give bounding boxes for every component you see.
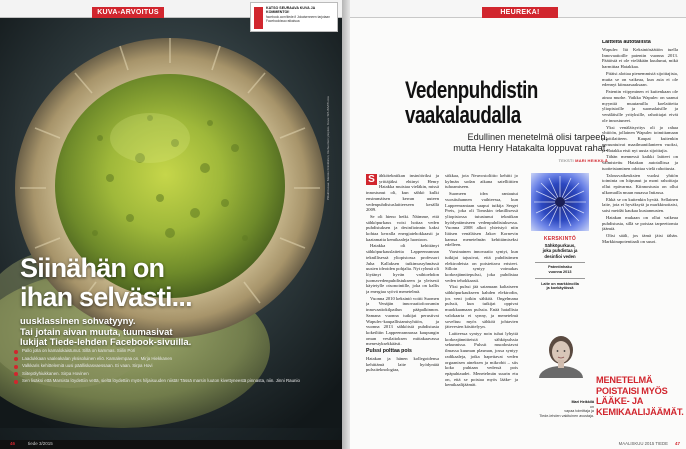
- tiede-logo-icon: [254, 7, 263, 29]
- page-number: 46: [10, 441, 16, 446]
- body-paragraph: Talousvaikeuksien vuoksi yhtiön toiminta on hiipunut ja moni rahoittaja ollut epävarma. Kiinnostusta on ollut ulkomailla muun muassa Intiassa.: [602, 172, 678, 195]
- left-footer: [0, 440, 342, 449]
- photo-credit: Pilkulli kuvaa: Marsko Fränkkinen, Itä-Suomen yliopisto. Kuva: SPL/MVPhotos: [326, 96, 330, 200]
- answer-text: Siitepölyhiukkanen. Sirpa Hovinen: [22, 370, 89, 376]
- pull-quote: MENETELMÄ POISTAISI MYÖS LÄÄKE- JA KEMIKAALIJÄÄMÄT.: [596, 375, 684, 417]
- caption-line: Siinähän on: [20, 253, 165, 283]
- bullet-icon: [14, 350, 18, 354]
- left-page: [0, 0, 342, 449]
- bullet-icon: [14, 357, 18, 361]
- answer-item: [14, 371, 334, 377]
- author-line: on: [589, 404, 594, 409]
- body-paragraph: Hatakan ja hänen kollegoidensa kehittämä laite hyödyntää pulssiteknologiaa,: [366, 355, 439, 373]
- divider: [535, 278, 585, 279]
- body-paragraph: Suomeen idea rantautui vuosituhannen vaihteessa, kun Lappeenrantaan saapui tutkija Sergei Preis, joka oli Tomskin teknillisessä yliopistossa tutustunut tekniikan hyödyntämiseen vedenpuhdistuksessa. Vuonna 2008 alkoi yhteistyö niin Itäisen venäläisen Jakov Kornevin kanssa menetelmän kehittämiseksi edelleen.: [445, 191, 518, 248]
- body-paragraph: Hatakka oli kehittänyt sähköpurkauslaitetta Lappeenrannan teknillisessä yliopistossa professori Juha Kallaksen tutkimusryhmässä uusien ideoiden pohjalta. Nyt ryhmä oli löytänyt hyvän vaihtoehdon juomavedenpuhdistukseen ja yleisesti käytetylle otsonointille, joka on kallis ja energiaa syövä menetelmä.: [366, 243, 439, 295]
- answer-text: Pallo jolla on kamalokaistunut. Sillä on kammas. Siilin Pori: [22, 348, 136, 353]
- article-column-1: [366, 173, 439, 435]
- sub-caption-line: Tai jotain aivan muuta, tuumasivat: [20, 325, 173, 337]
- article-headline: [405, 78, 549, 128]
- sub-caption-line: uusklassinen sohvatyyny.: [20, 315, 136, 326]
- headline-line: Vedenpuhdistin: [405, 77, 538, 104]
- issue-label: MAALISKUU 2015 TIEDE: [618, 441, 668, 446]
- author-portrait: [532, 330, 590, 378]
- body-paragraph: Wapulec Itä Keksintösäätiön tuella Innovaatioille patentin vuonna 2013. Päätöstä ei ole vieläkään kuulunut, mikä harmittaa Hatakkaa.: [602, 46, 678, 69]
- kerskinto-factbox: [523, 173, 597, 313]
- sub-caption-line: lukijat Tiede-lehden Facebook-sivuilla.: [20, 336, 192, 347]
- bullet-icon: [14, 380, 18, 384]
- issue-label: tiede 3/2015: [28, 441, 53, 446]
- body-paragraph: sitkkaa, jota Neuvostoliitto kehitti jo kylmän sodan aikana satelliittien tuhoamiseen.: [445, 173, 518, 190]
- answer-text: Laadukkaan vaaleakalan yksisoluinen eliö. Kamalempaa on. Mirja Hiekkanen: [22, 355, 173, 361]
- byline-label: TEKSTI: [558, 158, 574, 163]
- factbox-title: KERSKINTÖ: [543, 236, 577, 242]
- answer-text: Sen lisäksi että Marsista löydettiin vettä, sieltä löydettiin myös hiljaisuuden niistä! Tässä marsin luuton kivettyneestä pinnasta, niin. Jinni Raunio: [22, 378, 300, 383]
- body-paragraph: Tähän mennessä kaikki laitteet on valmistettu Hatakan autotallissa ja tuotteistaminen odottaa vielä rahoitusta.: [602, 154, 678, 171]
- factbox-line: Sähköpurkaus,: [544, 243, 576, 248]
- article-column-3: [602, 40, 678, 380]
- factbox-text: [523, 243, 597, 259]
- byline: [454, 158, 608, 163]
- caption-subheading: [20, 316, 191, 348]
- right-header: [350, 0, 686, 18]
- factbox-line: joka puhdistaa ja: [542, 248, 578, 254]
- promo-text: facebook.com/tiede.fi Jokaisenneen tarjotaan Facebookissa ratkaisua: [266, 15, 330, 23]
- subheading: Pulssi polttaa pois: [366, 348, 412, 355]
- body-paragraph: Varsinainen innovaatio syntyi, kun tutkijat tajusivat, että puhdistimen elektrodeista on poistettava eristeet. Silloin syntyy voimakas korkeajännitepulssi, joka puhdistaa veden tehokkaasti.: [445, 249, 518, 283]
- factbox-patent: [523, 265, 597, 275]
- deck-line: mutta Henry Hatakalta loppuvat rahat.: [453, 143, 608, 153]
- reader-answers: [14, 348, 334, 386]
- promo-title: KATSO SEURAAVA KUVA JA KOMMENTOI!: [266, 6, 316, 15]
- author-line: Tiede-lehden vakituinen avustaja.: [539, 413, 594, 418]
- factbox-line: Laite on markkinoilla: [541, 281, 579, 286]
- deck-line: Edullinen menetelmä olisi tarpeen,: [467, 132, 608, 142]
- caption-line: ihan selvästi...: [20, 282, 192, 312]
- facebook-promo-box: [250, 2, 338, 32]
- drop-cap: S: [366, 174, 377, 185]
- section-label: KUVA-ARVOITUS: [97, 9, 159, 16]
- subheading: Laitteita autotallista: [602, 40, 651, 45]
- bullet-icon: [14, 372, 18, 376]
- answer-item: [14, 378, 334, 384]
- body-paragraph: Patentin viipyminen ei kuitenkaan ole ainoa murhe. Vaikka Wapulec on saanut myyntiä muutamilla koelaitteita yliopistoille ja suomalaisille ja venäläisille yrityksille, rahoittajat eivät ole innostuneet.: [602, 89, 678, 123]
- body-paragraph: Hatakan mukaan on ollut vaikeaa puhdistusta, sillä se poistaa tarpeettomia jäämiä.: [602, 214, 678, 232]
- factbox-status: [523, 282, 597, 292]
- plasma-illustration: [531, 173, 589, 231]
- body-paragraph: Pitäisi alottaa pienemmistä sijoittajista, mutta se on vaikeaa, kun asia ei ole edennyt kiimaasaaksaan.: [602, 70, 678, 88]
- body-paragraph: Yksi pulssi jää satamaan kaltaiseen sähköpurkaukseen kahden elektrodin, jos veni jotkin sähköä. Ongelmana pulssit, kun tutkijat oppivat muokkaamaan pulssia. Enää hatallista valokaarta ei synny, ja menetelmä soveltuu myös sähköä johtavien jätevesien käsittelyyn.: [445, 284, 518, 330]
- article-column-2: [445, 173, 518, 435]
- body-paragraph: ähkötekniikan insinööriksi ja yrittäjäksi ehtinyt Henry Hatakka muistaa vieläkin, missä innostunut oli, kun sähkö kulki ensimmäisen kerran uuteen vedenpuhdistuslaitteeseen kesällä 2009.: [366, 173, 439, 213]
- spine-gutter: [342, 0, 350, 449]
- factbox-line: Patentinhaku: [548, 265, 572, 270]
- author-line: vapaa toimittaja ja: [564, 409, 594, 414]
- page-number: 47: [674, 441, 680, 446]
- body-paragraph: Ehkä se on kuitenkin hyvää. Sellainen laite, jota ei hyväksytä ja markkinoitaisi, saisi meidät kaukaa kustannusten.: [602, 196, 678, 213]
- answer-text: Valkkaris kehittelemiä uusi päälliskasvaessaan. Ei vaan. Sirpa Hovi: [22, 363, 153, 368]
- answer-item: [14, 356, 334, 362]
- plasma-discharge-photo: [531, 173, 589, 231]
- body-paragraph: Laitteessa syntyy noin tuhat lyhyttä korkeajännitteistä sähköpulssia sekunnissa. Pulssit muodostavat ilmassa kuuman plasman, jossa syntyy radikaaleja, jotka hapettavat veden orgaanisen aineksen ja mikrobit – siis koko puhtaan vedessä pois epäpuhtaudet. Menetelmän suurin etu on, että se poistaa myös lääke- ja kemikaalijäämät.: [445, 330, 518, 388]
- author-name: Mari Heikkilä: [571, 400, 594, 404]
- answer-item: [14, 348, 334, 354]
- bullet-icon: [14, 365, 18, 369]
- factbox-line: desinfioi veden: [544, 253, 576, 259]
- right-page: [350, 0, 686, 449]
- article-deck: [418, 132, 608, 154]
- portrait-illustration: [532, 330, 590, 378]
- answer-item: [14, 363, 334, 369]
- section-label: HEUREKA!: [500, 9, 540, 16]
- right-footer: [350, 440, 686, 449]
- factbox-line: vuonna 2013: [548, 270, 572, 275]
- factbox-line: ja koekäytössä: [546, 286, 574, 291]
- section-tab: [482, 7, 558, 18]
- divider: [535, 262, 585, 263]
- body-paragraph: Vuonna 2010 keksintö voitti Suomen ja Venäjän innovaatiofoorumin innovaatiokilpailun pääpalkinnon. Samana vuonna tutkijat perustivat Wapulec-kaupallistamisyhtiön, ja vuonna 2013 sähköistä puhdistusta kokeiltiin Lappeenrannassa kaupungin oman vesilaitoksen mittakaavassa menestyksekkäästi.: [366, 295, 439, 347]
- caption-heading: [20, 254, 192, 312]
- author-caption: [522, 400, 594, 418]
- section-tab: [92, 7, 164, 18]
- byline-name: MARI HEIKKILÄ: [575, 158, 608, 163]
- body-paragraph: Olisi sääli, jos tämä jäisi tähän. Markkinapotentiaali on suuri.: [602, 233, 678, 244]
- body-paragraph: Yksi venäläisyritys oli jo rahaa yhtiöön, jollainen Wapulec toimittamaan pilottilaitteen. Kaupat kuitenkin peruuntuivat maailmantilanteen vuoksi, ja Hatakka etsii nyt uusia sijoittajia.: [602, 124, 678, 153]
- headline-line: vaakalaudalla: [405, 102, 521, 129]
- body-paragraph: Se oli hieno hetki. Näimme, että sähköpurkaus voisi hoitaa veden puhdistuksen ja desinfioinnin kaksi kohtaa kerralla energiatehokkaasti ja kaatamatta kemikaaleja luontoon.: [366, 213, 439, 242]
